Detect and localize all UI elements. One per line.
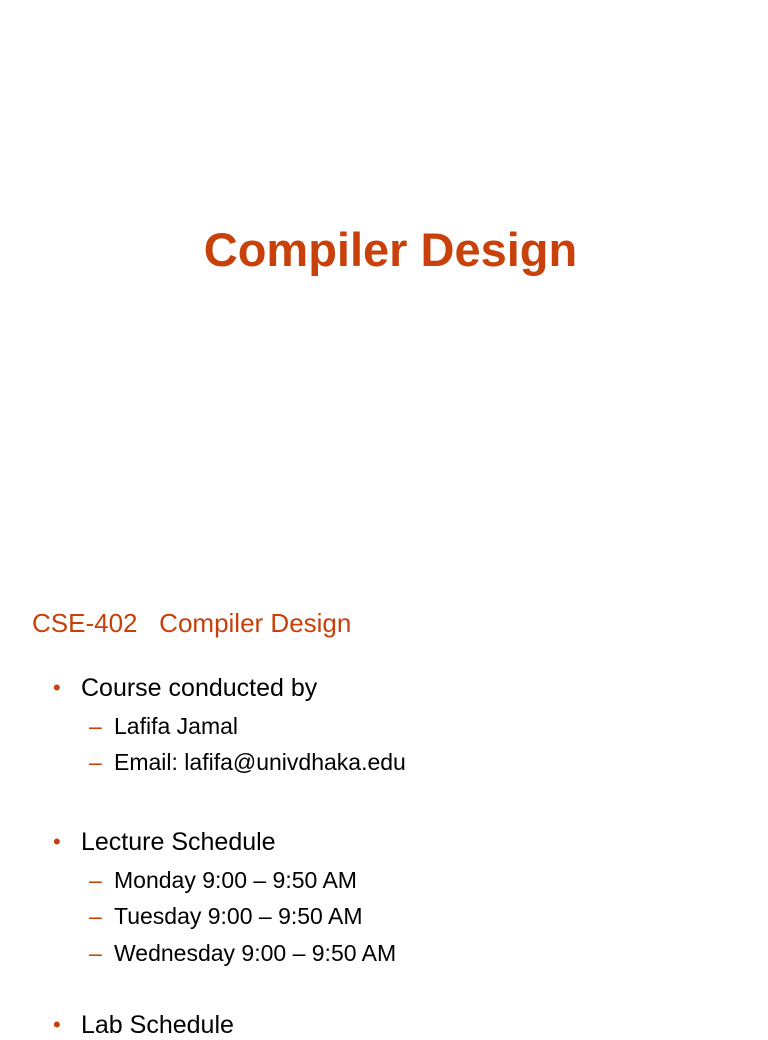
- sub-bullet-marker: –: [89, 713, 102, 739]
- bullet-text: Course conducted by: [81, 674, 318, 702]
- bullet-marker: •: [53, 1012, 61, 1037]
- sub-bullet-text: Tuesday 9:00 – 9:50 AM: [114, 903, 363, 929]
- sub-bullet-marker: –: [89, 940, 102, 966]
- bullet-text: Lab Schedule: [81, 1011, 234, 1039]
- slide-1-title: Compiler Design: [203, 223, 578, 276]
- bullet-marker: •: [53, 675, 61, 700]
- bullet-text: Lecture Schedule: [81, 828, 276, 856]
- sub-bullet-text: Monday 9:00 – 9:50 AM: [114, 867, 357, 893]
- sub-bullet-marker: –: [89, 867, 102, 893]
- sub-bullet-marker: –: [89, 749, 102, 775]
- sub-bullet-text: Wednesday 9:00 – 9:50 AM: [114, 940, 397, 966]
- sub-bullet-marker: –: [89, 903, 102, 929]
- sub-bullet-text: Email: lafifa@univdhaka.edu: [114, 749, 406, 775]
- bullet-marker: •: [53, 829, 61, 854]
- sub-bullet-text: Lafifa Jamal: [114, 713, 239, 739]
- slide-2-title: CSE-402 Compiler Design: [32, 608, 352, 638]
